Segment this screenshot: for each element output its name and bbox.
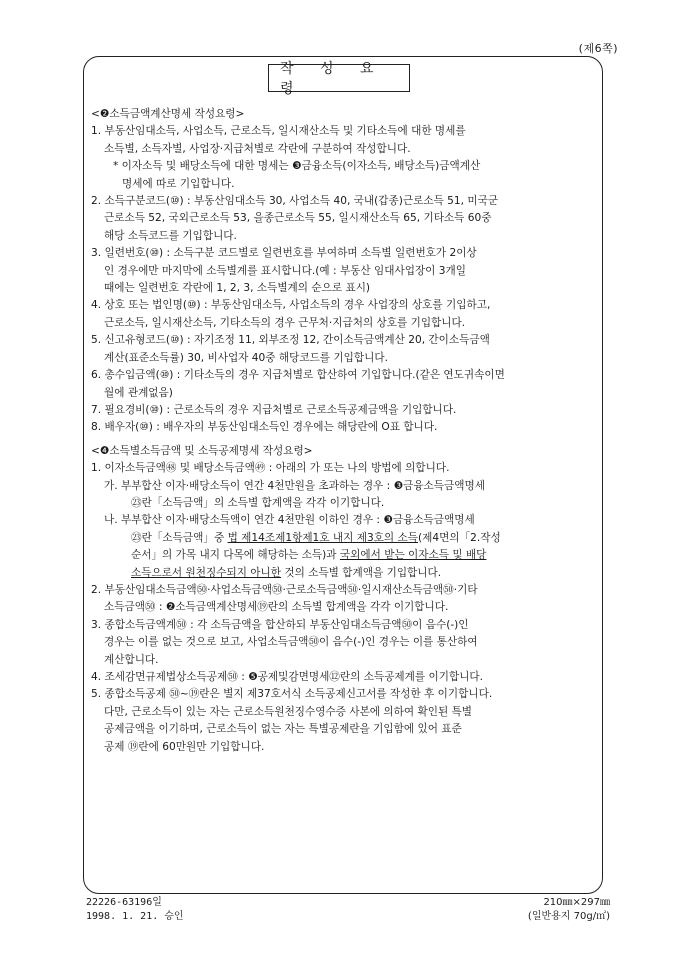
item-1-note: 명세에 따로 기입합니다.: [122, 177, 235, 190]
item-4-line: 4. 조세감면규제법상소득공제㊿ : ❺공제및감면명세⑫란의 소득공제계를 이기합니다.: [91, 671, 484, 683]
item-1-ga-line: ㉓란「소득금액」의 소득별 합계액을 각각 이기합니다.: [131, 496, 385, 509]
item-4-line: 4. 상호 또는 법인명(⑩) : 부동산임대소득, 사업소득의 경우 사업장의 상호를 기입하고,: [91, 299, 491, 312]
item-4-line: 근로소득, 일시재산소득, 기타소득의 경우 근무처·지급처의 상호를 기입합니다.: [104, 316, 466, 329]
item-5-line: 계산(표준소득률) 30, 비사업자 40중 해당코드를 기입합니다.: [104, 351, 388, 364]
text-segment: 것의 소득별 합계액을 기입합니다.: [281, 566, 442, 579]
item-7-line: 7. 필요경비(⑩) : 근로소득의 경우 지급처별로 근로소득공제금액을 기입합니다.: [91, 403, 457, 416]
item-3-line: 3. 일련번호(⑩) : 소득구분 코드별로 일련번호를 부여하며 소득별 일련번호가 2이상: [91, 247, 477, 260]
paper-weight: (일반용지 70g/㎡): [527, 911, 610, 922]
item-1-na-line: [91, 547, 597, 564]
form-code: 22226-63196일: [86, 897, 162, 908]
item-6-line: 6. 총수입금액(⑩) : 기타소득의 경우 지급처별로 합산하여 기입합니다.(같은 연도귀속이면: [91, 369, 505, 382]
paper-spec-block: [528, 896, 610, 924]
item-3-line: 인 경우에만 마지막에 소득별계를 표시합니다.(예 : 부동산 임대사업장이 3개일: [104, 264, 466, 277]
item-2-line: 근로소득 52, 국외근로소득 53, 을종근로소득 55, 일시재산소득 65, 기타소득 60중: [104, 212, 492, 225]
item-1-na-line: [91, 530, 597, 547]
item-5-line: 5. 종합소득공제 ㊿~⑲란은 별지 제37호서식 소득공제신고서를 작성한 후 이기합니다.: [91, 688, 493, 701]
item-5-line: 다만, 근로소득이 있는 자는 근로소득원천징수영수증 사본에 의하여 확인된 특별: [104, 705, 473, 718]
item-5-line: 공제금액을 이기하며, 근로소득이 없는 자는 특별공제란을 기입함에 있어 표준: [104, 723, 462, 736]
item-8-line: 8. 배우자(⑩) : 배우자의 부동산임대소득인 경우에는 해당란에 O표 합니다.: [91, 421, 438, 434]
item-1-line: 1. 이자소득금액㊽ 및 배당소득금액㊾ : 아래의 가 또는 나의 방법에 의합니다.: [91, 462, 450, 475]
item-1-note: * 이자소득 및 배당소득에 대한 명세는 ❸금융소득(이자소득, 배당소득)금액계산: [113, 160, 481, 173]
item-2-line: 해당 소득코드를 기입합니다.: [104, 229, 237, 242]
approval-date: 1998. 1. 21. 승인: [86, 911, 184, 922]
item-1-ga-line: 가. 부부합산 이자·배당소득이 연간 4천만원을 초과하는 경우 : ❸금융소득금액명세: [104, 479, 485, 492]
underlined-text: 법 제14조제1항제1호 내지 제3호의 소득: [227, 531, 419, 544]
item-1-line: 소득별, 소득자별, 사업장·지급처별로 각란에 구분하여 작성합니다.: [104, 142, 411, 155]
item-3-line: 3. 종합소득금액계㊿ : 각 소득금액을 합산하되 부동산임대소득금액㊿이 음수(-)인: [91, 618, 469, 631]
text-segment: ㉓란「소득금액」중: [131, 531, 228, 544]
item-1-na-line: [91, 565, 597, 582]
item-3-line: 때에는 일련번호 각란에 1, 2, 3, 소득별계의 순으로 표시): [104, 282, 371, 295]
item-2-line: 2. 부동산임대소득금액㊿·사업소득금액㊿·근로소득금액㊿·일시재산소득금액㊿·기타: [91, 583, 478, 596]
item-5-line: 5. 신고유형코드(⑩) : 자기조정 11, 외부조정 12, 간이소득금액계산 20, 간이소득금액: [91, 334, 490, 347]
item-1-na-line: 나. 부부합산 이자·배당소득액이 연간 4천만원 이하인 경우 : ❸금융소득금액명세: [104, 514, 475, 527]
page-number: (제6쪽): [578, 42, 618, 55]
section-heading-income-deduction: <❹소득별소득금액 및 소득공제명세 작성요령>: [91, 444, 313, 457]
item-6-line: 월에 관계없음): [104, 386, 173, 399]
underlined-text: 소득으로서 원천징수되지 아니한: [131, 566, 282, 579]
item-3-line: 계산합니다.: [104, 653, 159, 666]
text-segment: 순서」의 가목 내지 다목에 해당하는 소득)과: [131, 549, 340, 562]
section-heading-income-calc: <❷소득금액계산명세 작성요령>: [91, 108, 245, 120]
item-2-line: 소득금액㊿ : ❷소득금액계산명세⑲란의 소득별 합계액을 각각 이기합니다.: [104, 601, 449, 614]
item-1-line: 1. 부동산임대소득, 사업소득, 근로소득, 일시재산소득 및 기타소득에 대한 명세를: [91, 125, 466, 138]
form-code-block: [86, 896, 184, 924]
document-title: 작 성 요 령: [268, 64, 410, 92]
paper-size: 210㎜×297㎜: [543, 897, 610, 908]
text-segment: (제4면의「2.작성: [418, 531, 501, 544]
item-3-line: 경우는 이를 없는 것으로 보고, 사업소득금액㊿이 음수(-)인 경우는 이를 통산하여: [104, 636, 478, 649]
underlined-text: 국외에서 받는 이자소득 및 배당: [339, 549, 487, 562]
item-2-line: 2. 소득구분코드(⑩) : 부동산임대소득 30, 사업소득 40, 국내(갑종)근로소득 51, 미국군: [91, 195, 499, 208]
instructions-body: [91, 106, 597, 756]
item-5-line: 공제 ⑲란에 60만원만 기입합니다.: [104, 740, 265, 753]
